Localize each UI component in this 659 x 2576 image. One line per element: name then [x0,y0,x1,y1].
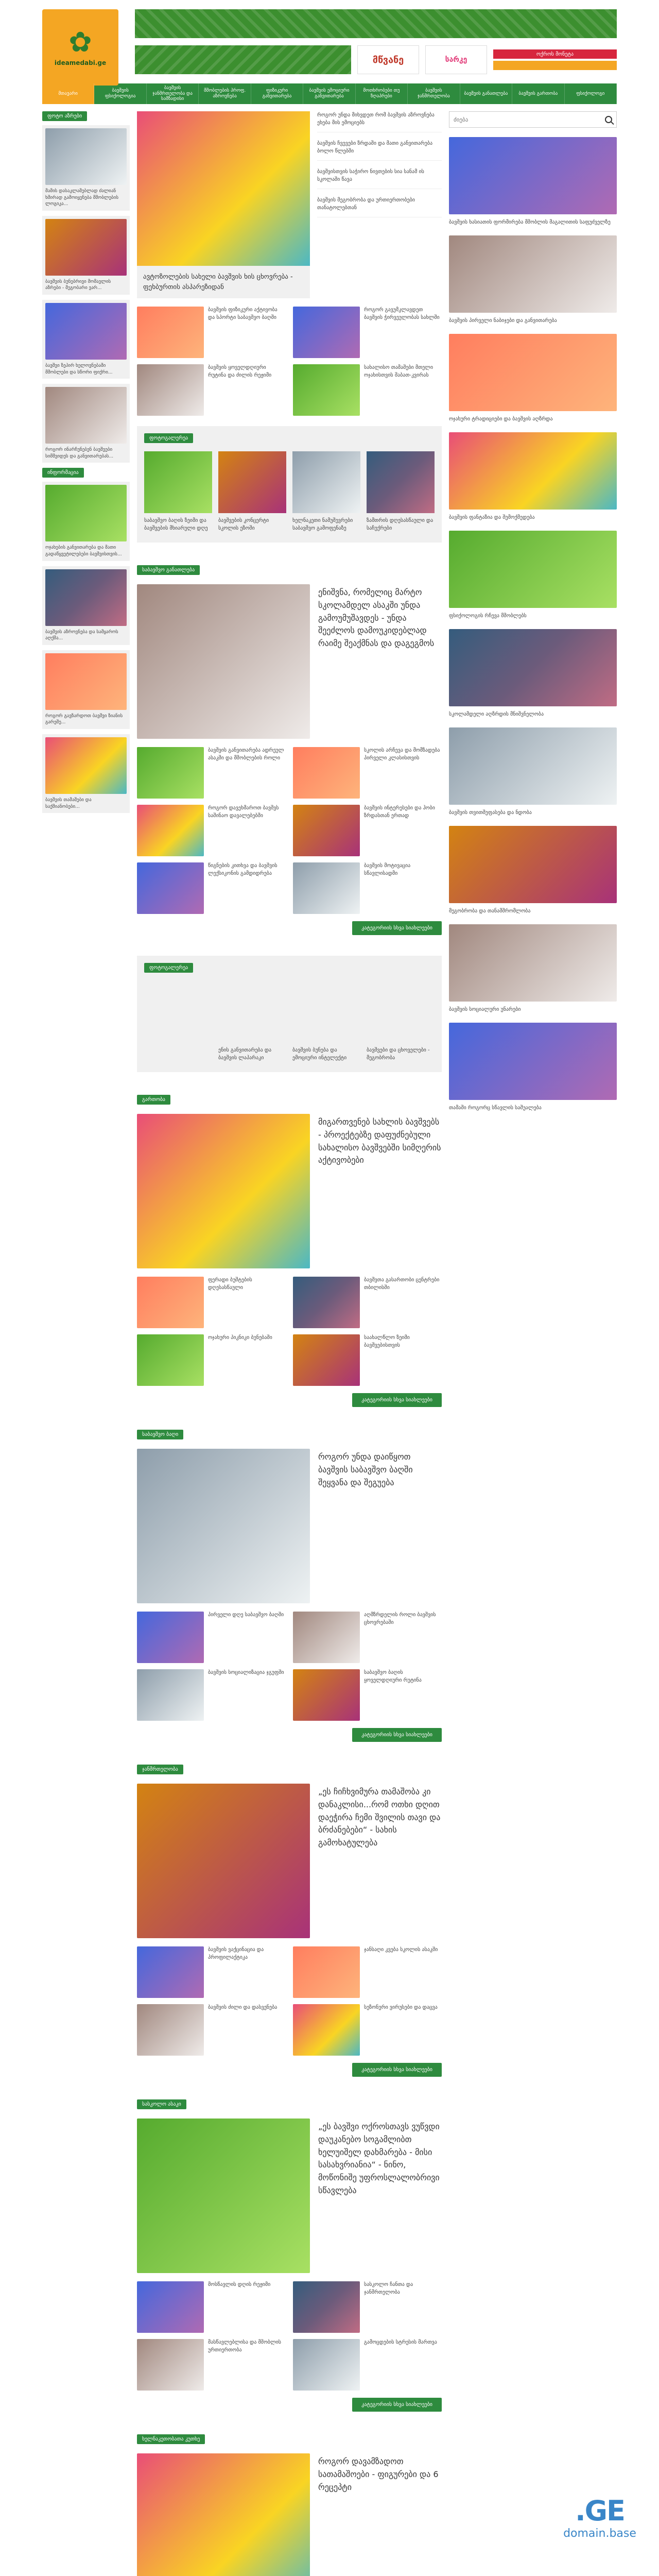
news-title: მასწავლებლისა და მშობლის ურთიერთობა [208,2340,282,2353]
hero-image [137,584,310,739]
right-title: ფსიქოლოგის რჩევა მშობლებს [449,613,527,619]
news-item[interactable] [293,747,442,799]
gallery-item[interactable] [218,981,286,1062]
news-title: სეზონური ვირუსები და დაცვა [364,2005,438,2010]
domain-badge[interactable] [561,2495,638,2540]
news-thumb [293,2339,360,2391]
nav-item[interactable]: ბავშვის ემოციური განვითარება [303,83,355,104]
news-item[interactable] [293,1334,442,1386]
featured-side [317,111,442,298]
featured-caption: ავტოზოლების სახელი ბავშვის ხის ცხოვრება - ფეხბურთის ასპარეზიდან [137,266,310,298]
nav-item[interactable]: მოთხრობები თუ ზღაპრები [356,83,408,104]
sidebar-thumb [45,653,127,710]
sidebar-title: როგორ ინარჩუნებენ ბავშვები სიმშვიდეს და განვითარებას... [45,447,114,459]
banner-ad-logo2[interactable]: სარკე [425,45,487,74]
news-title: ბავშვის ყოველდღიური რუტინა და ძილის რეჟიმი [208,365,272,378]
featured [137,111,442,298]
section-hero[interactable] [137,1114,442,1268]
more-news-button[interactable]: კატეგორიის სხვა სიახლეები [352,2398,442,2412]
sidebar-item[interactable] [42,650,130,729]
news-title: როგორ გავუმკლავდეთ ბავშვის ჭირვეულობას სახლში [364,307,440,320]
more-news-button[interactable]: კატეგორიის სხვა სიახლეები [352,2063,442,2077]
hero-image [137,1114,310,1268]
domain-badge-subtitle: domain.base [563,2527,636,2540]
gallery-panel-2 [137,956,442,1072]
featured-side-item[interactable]: როგორ უნდა მიხვდეთ რომ ბავშვის აზროვნება ეხება მის ემოციებს [317,111,442,132]
gallery-item[interactable] [144,981,212,1062]
news-title: ბავშვის ძილი და დასვენება [208,2005,278,2010]
news-grid [137,307,442,416]
news-title: ბავშვთა გასართობი ცენტრები თბილისში [364,1277,440,1291]
logo-icon: ✿ [68,26,92,58]
news-title: სახალისო თამაშები მთელი ოჯახისთვის შაბათ-კვირას [364,365,433,378]
news-item[interactable] [137,307,286,358]
header-banners [135,9,617,74]
gallery-item[interactable] [292,451,360,532]
gallery-row [144,451,435,532]
right-item[interactable] [449,826,617,915]
right-item[interactable] [449,137,617,226]
right-sidebar [449,111,617,2576]
gallery-thumb [292,451,360,513]
section-b [137,1430,442,1742]
right-title: სკოლამდელი აღზრდის მნიშვნელობა [449,711,544,717]
news-thumb [293,307,360,358]
sidebar-item[interactable] [42,566,130,645]
gallery-thumb-empty [367,981,435,1043]
news-thumb [293,805,360,856]
section-grid [137,1612,442,1721]
gallery-panel [137,426,442,543]
sidebar-item[interactable] [42,482,130,561]
featured-side-item[interactable]: ბავშვისთვის საჭირო ნივთების სია სანამ ის სკოლაში წავა [317,168,442,189]
section-hero[interactable] [137,2453,442,2576]
news-thumb [293,1334,360,1386]
news-title: წიგნების კითხვა და ბავშვის ლექსიკონის გამდიდრება [208,863,278,876]
news-item[interactable] [137,747,286,799]
news-thumb [293,1946,360,1998]
hero-image [137,2453,310,2576]
sidebar-thumb [45,737,127,794]
news-title: ბავშვის ვაქცინაცია და პროფილაქტიკა [208,1947,264,1960]
page [42,0,617,2576]
news-title: პირველი დღე საბავშვო ბაღში [208,1612,284,1618]
right-item[interactable] [449,629,617,718]
news-title: აღმზრდელის როლი ბავშვის ცხოვრებაში [364,1612,436,1625]
news-item[interactable] [137,2004,286,2056]
more-news-button[interactable]: კატეგორიის სხვა სიახლეები [352,1393,442,1407]
top-banner[interactable] [135,9,617,38]
nav-item[interactable]: ბავშვის გართობა [512,83,564,104]
section-d [137,2099,442,2412]
news-thumb [137,1612,204,1663]
section-tag[interactable]: საბავშვო ბაღი [137,1430,183,1439]
section-hero[interactable] [137,1784,442,1938]
news-title: საბავშვო ბაღის ყოველდღიური რუტინა [364,1670,422,1683]
hero-title: მიგართვენებ სახლის ბავშვებს - პროექტებზე დაფუძნებული სახალისო ბავშვებში სიმღერის აქტივობები [318,1117,441,1165]
gallery-item[interactable] [292,981,360,1062]
gallery-thumb-empty [218,981,286,1043]
more-news-button[interactable]: კატეგორიის სხვა სიახლეები [352,1728,442,1742]
right-item[interactable] [449,531,617,620]
banner-ad[interactable] [135,45,351,74]
right-title: მეგობრობა და თანამშრომლობა [449,908,531,914]
right-title: ოჯახური ტრადიციები და ბავშვის აღზრდა [449,416,553,422]
news-item[interactable] [293,1669,442,1721]
gallery-title: საბავშვო ბაღის ზეიმი და ბავშვების მხიარული დღე [144,518,208,531]
logo-text: ideamedabi.ge [54,59,107,66]
news-item[interactable] [137,805,286,856]
section-tag[interactable]: ხელნაკეთობათა კუთხე [137,2434,205,2444]
more-news-button[interactable]: კატეგორიის სხვა სიახლეები [352,921,442,935]
news-thumb [137,364,204,416]
featured-side-item[interactable]: ბავშვის ჩვევები ზრდაში და მათი განვითარება ბოლო წლებში [317,140,442,161]
section-tag[interactable]: ფოტოგალერეა [144,963,193,973]
section-grid [137,747,442,914]
gallery-title: ბავშვების კონცერტი სკოლის ეზოში [218,518,269,531]
right-item[interactable] [449,235,617,325]
gallery-item[interactable] [367,451,435,532]
nav-item[interactable]: ბავშვის ჯანმრთელობა [408,83,460,104]
right-item[interactable] [449,334,617,423]
section-hero[interactable] [137,2119,442,2273]
featured-side-item[interactable]: ბავშვის მეგობრობა და ურთიერთობები თანატოლებთან [317,196,442,217]
news-item[interactable] [293,1612,442,1663]
nav-item[interactable]: ბავშვის ფსიქოლოგია [94,83,146,104]
news-item[interactable] [293,364,442,416]
hero-title: როგორ უნდა დაიწყოთ ბავშვის საბავშვო ბაღში შეყვანა და შეგუება [318,1452,413,1487]
sidebar-title: მამის დასაკლამებლად ძალიან ხშირად გამოიყენება მშობლების ლოგიკა... [45,189,119,207]
news-title: როგორ დავეხმაროთ ბავშვს საშინაო დავალებებში [208,805,279,819]
sidebar-item[interactable] [42,300,130,379]
hero-title: როგორ დავამზადოთ სათამაშოები - ფიგურები და 6 რეცეპტი [318,2456,439,2492]
news-title: გამოცდების სტრესის მართვა [364,2340,437,2345]
news-item[interactable] [293,307,442,358]
nav-item-home[interactable]: მთავარი [42,83,94,104]
banner-ad-stripes[interactable] [493,45,617,74]
nav-item[interactable]: მშობლების პროფ. აზროვნება [199,83,251,104]
section-c [137,1765,442,2077]
hero-image [137,1449,310,1603]
section-e [137,2434,442,2576]
featured-image [137,111,310,266]
header [42,0,617,81]
sidebar-title: ოჯახების განვითარება და მათი გადაწყვეტილებები ბავშვისთვის... [45,545,122,557]
news-item[interactable] [137,1612,286,1663]
search-input[interactable] [454,116,593,123]
news-thumb [293,1612,360,1663]
news-item[interactable] [293,2004,442,2056]
sidebar-title: ბავშვის ბუნებრივი მომავლის აზრები - მეგობარი ვარ... [45,279,111,291]
left-sidebar [42,111,130,2576]
news-thumb [293,2004,360,2056]
section-tag[interactable]: ფოტოგალერეა [144,433,193,443]
right-thumb [449,235,617,313]
banner-stripe2 [493,61,617,70]
sidebar-item[interactable] [42,216,130,295]
news-item[interactable] [293,2281,442,2333]
nav-item[interactable]: ბავშვის ჯანმრთელობა და სამზადისი [147,83,199,104]
sidebar-title: ბავშვის თამაშები და საქმიანობები... [45,797,92,809]
right-thumb [449,924,617,1002]
sidebar-thumb [45,387,127,444]
news-thumb [293,747,360,799]
gallery-item[interactable] [144,451,212,532]
news-title: ბავშვის სოციალიზაცია ჯგუფში [208,1670,284,1675]
news-thumb [137,1669,204,1721]
news-item[interactable] [137,364,286,416]
gallery-item[interactable] [218,451,286,532]
news-thumb [137,747,204,799]
news-item[interactable] [137,2281,286,2333]
sidebar-thumb [45,303,127,360]
gallery-item[interactable] [367,981,435,1062]
banner-stripe: ოქროს მონეტა [493,49,617,59]
news-item[interactable] [137,2339,286,2391]
news-title: ჯანსაღი კვება სკოლის ასაკში [364,1947,438,1953]
right-title: ბავშვის თვითშეფასება და ნდობა [449,810,532,816]
news-thumb [137,805,204,856]
news-item[interactable] [137,1277,286,1328]
news-item[interactable] [137,1334,286,1386]
news-thumb [137,1277,204,1328]
more-row [137,921,442,935]
news-thumb [293,364,360,416]
sidebar-title: ბავშვის აზროვნება და სამყაროს აღქმა... [45,629,118,641]
news-item[interactable] [293,805,442,856]
right-title: თამაში როგორც სწავლის საშუალება [449,1105,542,1111]
gallery-title: ბავშვები და ცხოველები - მეგობრობა [367,1047,430,1061]
nav-item[interactable]: ფსიქოლოგი [565,83,617,104]
gallery-title: ბავშვის ბუნება და ემოციური ინტელექტი [292,1047,347,1061]
right-thumb [449,531,617,608]
news-title: მოსწავლის დღის რეჟიმი [208,2282,271,2287]
news-title: ფერადი ბუშტების დღესასწაული [208,1277,252,1291]
sidebar-thumb [45,485,127,541]
news-thumb [137,307,204,358]
section-grid [137,2281,442,2391]
right-thumb [449,432,617,510]
hero-image [137,2119,310,2273]
right-title: ბავშვის სოციალური უნარები [449,1007,521,1012]
main-nav [42,83,617,104]
featured-main[interactable] [137,111,310,298]
news-thumb [137,2004,204,2056]
news-title: სკოლის არჩევა და მომზადება პირველი კლასისთვის [364,748,440,761]
search-icon[interactable] [605,116,612,123]
gallery-row [144,981,435,1062]
section-hero[interactable] [137,1449,442,1603]
banner-row [135,45,617,74]
sidebar-thumb [45,569,127,626]
more-row [137,2063,442,2077]
right-title: ბავშვის პირველი ნაბიჯები და განვითარება [449,318,557,324]
gallery-thumb-empty [144,981,212,1043]
content [42,111,617,2576]
site-logo[interactable] [42,9,118,86]
hero-title: ენიშვნა, რომელიც მარტო სკოლამდელ ასაკში უნდა გამოუმუშავდეს - უნდა შეეძლოს დამოუკიდებლად რაიმე შეაქმნას და დაგეგმოს [318,587,435,649]
news-item[interactable] [293,862,442,914]
right-title: ბავშვის ხასიათის ფორმირება მშობლის მაგალითის საფუძველზე [449,219,611,225]
main-column [137,111,442,2576]
section-grid [137,1277,442,1386]
news-item[interactable] [137,1669,286,1721]
news-title: საახალწლო ზეიმი ბავშვებისთვის [364,1335,410,1348]
news-title: ბავშვის ფიზიკური აქტივობა და სპორტი საბავშვო ბაღში [208,307,278,320]
more-row [137,2398,442,2412]
right-thumb [449,629,617,706]
hero-title: „ეს ჩიჩხვიმურა თამაშობა კი დანაკლისი...რომ ოთხი დღით დაეჭირა ჩემი შვილის თავი და ბრძანებები“ - სახის გამოხატულება [318,1787,441,1848]
section-education [137,565,442,935]
hero-image [137,1784,310,1938]
news-title: ბავშვის განვითარება ადრეულ ასაკში და მშობლების როლი [208,748,284,761]
news-thumb [137,1334,204,1386]
right-item[interactable] [449,432,617,521]
news-thumb [293,2281,360,2333]
news-thumb [137,862,204,914]
news-title: სასკოლო ჩანთა და ჯანმრთელობა [364,2282,413,2295]
news-thumb [293,862,360,914]
hero-title: „ეს ბავშვი ოქროსთავს ვუწვდი დაუკანებო სოგამლიბთ ხელუიშელ დახმარება - მისი სასახვრიანია“ - ნინო, მოწონიშე უფროსლალობრივი სწავლება [318,2122,440,2195]
news-title: ბავშვის მოტივაცია სწავლისადმი [364,863,411,876]
news-item[interactable] [137,862,286,914]
news-thumb [293,1277,360,1328]
news-thumb [137,1946,204,1998]
right-thumb [449,727,617,805]
section-a [137,1095,442,1407]
gallery-thumb [218,451,286,513]
news-title: ოჯახური პიკნიკი ბუნებაში [208,1335,272,1341]
right-thumb [449,826,617,903]
gallery-title: ენის განვითარება და ბავშვის ლაპარაკი [218,1047,272,1061]
section-tag[interactable]: სასკოლო ასაკი [137,2099,186,2109]
sidebar-thumb [45,219,127,276]
banner-ad-logo[interactable]: მწვანე [357,45,419,74]
section-tag[interactable]: ჯანმრთელობა [137,1765,183,1774]
news-item[interactable] [293,2339,442,2391]
sidebar-thumb [45,128,127,185]
right-thumb [449,334,617,411]
section-grid [137,1946,442,2056]
news-thumb [137,2339,204,2391]
right-thumb [449,1023,617,1100]
search-box [449,111,617,128]
right-title: ბავშვის ფანტაზია და შემოქმედება [449,515,535,520]
sidebar-item[interactable] [42,384,130,463]
sidebar-item[interactable] [42,734,130,813]
news-item[interactable] [293,1277,442,1328]
sidebar-title: როგორ გავზარდოთ ბავშვი ზიანის გარეშე... [45,713,123,725]
section-hero[interactable] [137,584,442,739]
right-item[interactable] [449,924,617,1013]
news-title: ბავშვის ინტერესები და ჰობი ზრდასთან ერთად [364,805,435,819]
gallery-thumb [367,451,435,513]
domain-badge-title: .GE [575,2495,625,2527]
sidebar-tag[interactable]: ინფორმაცია [42,468,84,478]
section-tag[interactable]: საბავშვო განათლება [137,565,200,575]
gallery-title: ზამთრის დღესასწაული და საჩუქრები [367,518,433,531]
more-row [137,1393,442,1407]
news-thumb [293,1669,360,1721]
news-item[interactable] [293,1946,442,1998]
section-tag[interactable]: გართობა [137,1095,170,1105]
sidebar-tag[interactable]: ფოტო აზრები [42,111,87,121]
news-item[interactable] [137,1946,286,1998]
nav-item[interactable]: ბავშვის განათლება [460,83,512,104]
gallery-thumb [144,451,212,513]
sidebar-item[interactable] [42,125,130,211]
nav-item[interactable]: ფიზიკური განვითარება [251,83,303,104]
more-row [137,1728,442,1742]
sidebar-title: ბავშვი ზეპირ ხელოვნებაში მშობლები და სწორი ფიქრი... [45,363,113,375]
right-thumb [449,137,617,214]
news-thumb [137,2281,204,2333]
right-item[interactable] [449,727,617,817]
gallery-thumb-empty [292,981,360,1043]
right-item[interactable] [449,1023,617,1112]
gallery-title: ხელნაკეთი ნამუშევრები საბავშვო გამოფენაზე [292,518,353,531]
